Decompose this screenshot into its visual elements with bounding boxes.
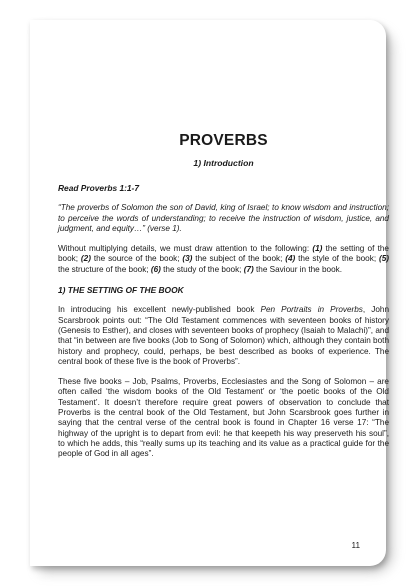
point-number: (1) xyxy=(312,244,323,254)
cited-book-title: Pen Portraits in Proverbs xyxy=(260,305,363,315)
book-page xyxy=(30,20,390,566)
page-content xyxy=(58,132,389,470)
intro-text: the Saviour in the book. xyxy=(253,264,343,274)
scripture-quote: “The proverbs of Solomon the son of David, king of Israel; to know wisdom and instruction; to perceive the words of understanding; to receive the instruction of wisdom, justice, and judgment, and equity…” (verse 1). xyxy=(58,203,389,233)
section-heading: 1) THE SETTING OF THE BOOK xyxy=(58,285,184,296)
paragraph-text: , John Scarsbrook points out: “The Old Testament commences with seventeen books of history (Genesis to Esther), and closes with seventeen books of prophecy (Isaiah to Malachi)”, and that “in between are five books (Job to Song of Solomon) which, although they contain both history and prophecy, could, perhaps, be best described as books of experience. The central book of these five is the book of Proverbs”. xyxy=(58,305,389,366)
intro-text: Without multiplying details, we must draw attention to the following: xyxy=(58,244,313,254)
page-number: 11 xyxy=(351,541,360,550)
intro-text: the structure of the book; xyxy=(58,264,151,274)
point-number: (7) xyxy=(243,264,254,274)
body-paragraph: These five books – Job, Psalms, Proverbs, Ecclesiastes and the Song of Solomon – are often called ‘the wisdom books of the Old Testament’ or ‘the poetic books of the Old Testament’. It doesn’t therefore require great powers of observation to conclude that Proverbs is the central book of the Old Testament, but John Scarsbrook goes further in saying that the central verse of the central book is found in Chapter 16 verse 17: “The highway of the upright is to depart from evil: he that keepeth his way preserveth his soul”, to which he adds, this “really sums up its teaching and its value as a practical guide for the people of God in all ages”. xyxy=(58,377,389,459)
chapter-subtitle: 1) Introduction xyxy=(193,158,254,168)
paragraph-text: In introducing his excellent newly-published book xyxy=(58,305,261,315)
point-number: (6) xyxy=(150,264,161,274)
point-number: (3) xyxy=(182,254,193,264)
intro-text: the source of the book; xyxy=(90,254,183,264)
intro-text: the setting of the book; xyxy=(58,244,389,264)
point-number: (4) xyxy=(285,254,296,264)
point-number: (5) xyxy=(379,254,390,264)
intro-text: the study of the book; xyxy=(160,264,244,274)
body-paragraph xyxy=(58,305,389,367)
intro-paragraph xyxy=(58,244,389,275)
reading-reference: Read Proverbs 1:1-7 xyxy=(58,183,139,193)
chapter-title: PROVERBS xyxy=(179,132,268,149)
intro-text: the style of the book; xyxy=(295,254,379,264)
point-number: (2) xyxy=(80,254,91,264)
intro-text: the subject of the book; xyxy=(192,254,286,264)
